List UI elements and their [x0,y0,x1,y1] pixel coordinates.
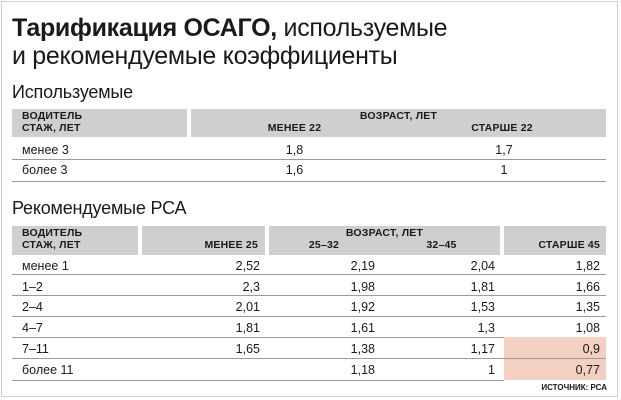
used-cell: 1 [500,163,508,177]
row-divider [12,358,606,359]
used-heading: Используемые [12,82,133,102]
rec-col-32-45: 32–45 [426,239,457,251]
rec-driver-header-1: ВОДИТЕЛЬ [22,227,83,239]
rec-age-header: ВОЗРАСТ, ЛЕТ [345,227,424,239]
row-divider [12,380,504,381]
rec-cell: 1,66 [575,280,600,294]
rec-cell: 0,77 [575,363,600,377]
rec-cell: 1,61 [350,321,375,335]
rec-row-label: 1–2 [22,280,43,294]
rec-cell: 2,19 [350,259,375,273]
rec-col-under25: МЕНЕЕ 25 [204,239,258,251]
rec-cell: 1,08 [575,321,600,335]
rec-cell: 1,82 [575,259,600,273]
recommended-heading: Рекомендуемые РСА [12,198,187,218]
row-divider [12,316,606,317]
rec-col-25-32: 25–32 [308,239,340,251]
used-col-over22: СТАРШЕ 22 [471,122,533,134]
rec-cell: 1,81 [235,321,260,335]
rec-cell: 0,9 [582,342,600,356]
used-cell: 1,7 [495,143,513,157]
used-age-header: ВОЗРАСТ, ЛЕТ [359,110,438,122]
rec-cell: 1,92 [350,300,375,314]
used-row-label: более 3 [22,163,68,177]
rec-cell: 1,35 [575,300,600,314]
used-col-under22: МЕНЕЕ 22 [267,122,322,134]
rec-row-label: 7–11 [22,342,49,356]
used-cell: 1,6 [285,163,304,177]
rec-row-label: менее 1 [22,259,69,273]
used-row-label: менее 3 [22,143,69,157]
rec-cell: 1 [488,363,495,377]
title-rest: используемые [276,14,448,42]
rec-cell: 1,65 [235,342,260,356]
rec-col-over45: СТАРШЕ 45 [538,239,600,251]
rec-cell: 1,18 [350,363,375,377]
row-divider [12,337,504,338]
rec-cell: 1,3 [477,321,495,335]
rec-cell: 2,3 [242,280,260,294]
rec-driver-header-2: СТАЖ, ЛЕТ [22,239,81,251]
rec-cell: 1,53 [470,300,495,314]
rec-cell: 1,98 [350,280,375,294]
used-cell: 1,8 [285,143,304,157]
used-driver-header-2: СТАЖ, ЛЕТ [22,122,81,134]
rec-cell: 1,38 [350,342,375,356]
rec-cell: 2,01 [235,300,260,314]
rec-row-label: 4–7 [22,321,43,335]
rec-cell: 1,81 [470,280,495,294]
title-line2: и рекомендуемые коэффициенты [12,42,398,70]
source-note: ИСТОЧНИК: РСА [541,383,607,392]
page-title [12,14,447,70]
rec-cell: 2,04 [470,259,495,273]
rec-row-label: более 11 [22,363,74,377]
used-driver-header-1: ВОДИТЕЛЬ [22,110,83,122]
rec-row-label: 2–4 [22,300,43,314]
row-divider [12,181,606,182]
title-bold: Тарификация ОСАГО, [12,14,277,42]
row-divider [12,274,606,275]
rec-cell: 2,52 [235,259,260,273]
row-divider [12,295,606,296]
row-divider [12,159,606,160]
rec-cell: 1,17 [470,342,495,356]
